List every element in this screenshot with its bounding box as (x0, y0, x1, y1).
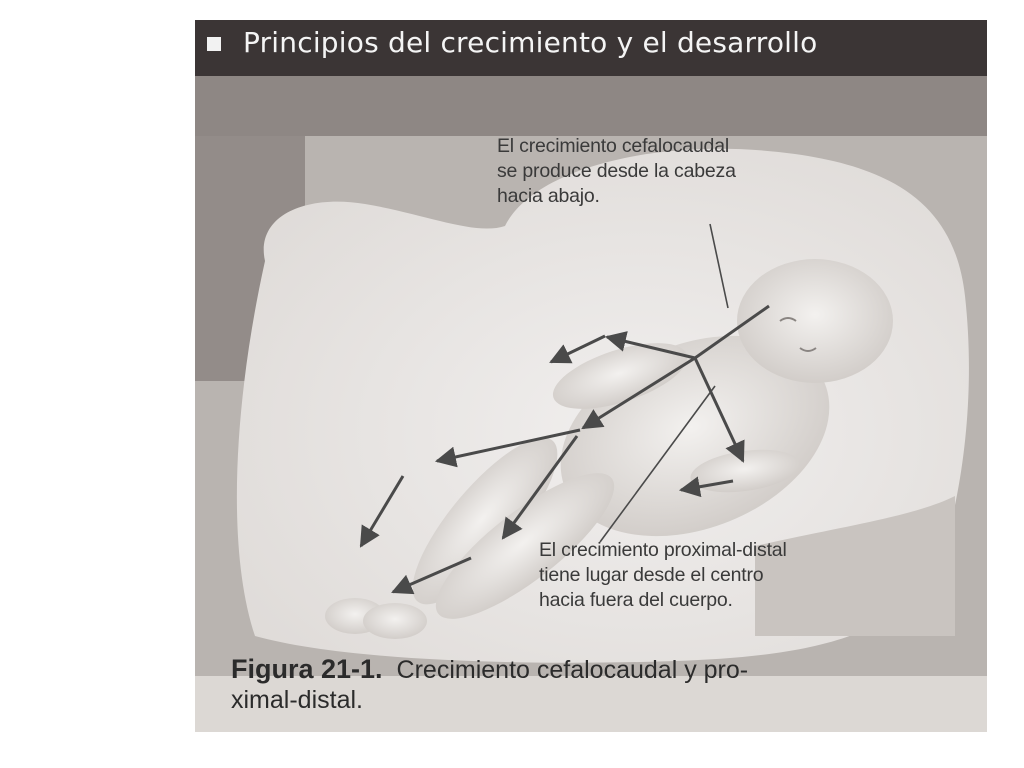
caption-text-1: Crecimiento cefalocaudal y pro- (396, 656, 749, 684)
figure-caption (231, 654, 971, 715)
textbook-page (195, 20, 987, 732)
cephalocaudal-label (497, 134, 736, 209)
proximal-distal-line-3: hacia fuera del cuerpo. (539, 589, 733, 611)
bullet-square-icon (207, 37, 221, 51)
proximal-distal-line-2: tiene lugar desde el centro (539, 564, 764, 586)
cephalocaudal-line-2: se produce desde la cabeza (497, 160, 736, 182)
figure-number: Figura 21-1. (231, 654, 383, 684)
caption-line-1 (231, 654, 971, 685)
top-band (195, 76, 987, 136)
proximal-distal-line-1: El crecimiento proximal-distal (539, 539, 787, 561)
cephalocaudal-line-1: El crecimiento cefalocaudal (497, 135, 729, 157)
caption-text-2: ximal-distal. (231, 686, 363, 714)
proximal-distal-label (539, 538, 787, 613)
section-title: Principios del crecimiento y el desarrollo (243, 26, 818, 59)
cephalocaudal-line-3: hacia abajo. (497, 185, 600, 207)
section-header (195, 20, 987, 76)
